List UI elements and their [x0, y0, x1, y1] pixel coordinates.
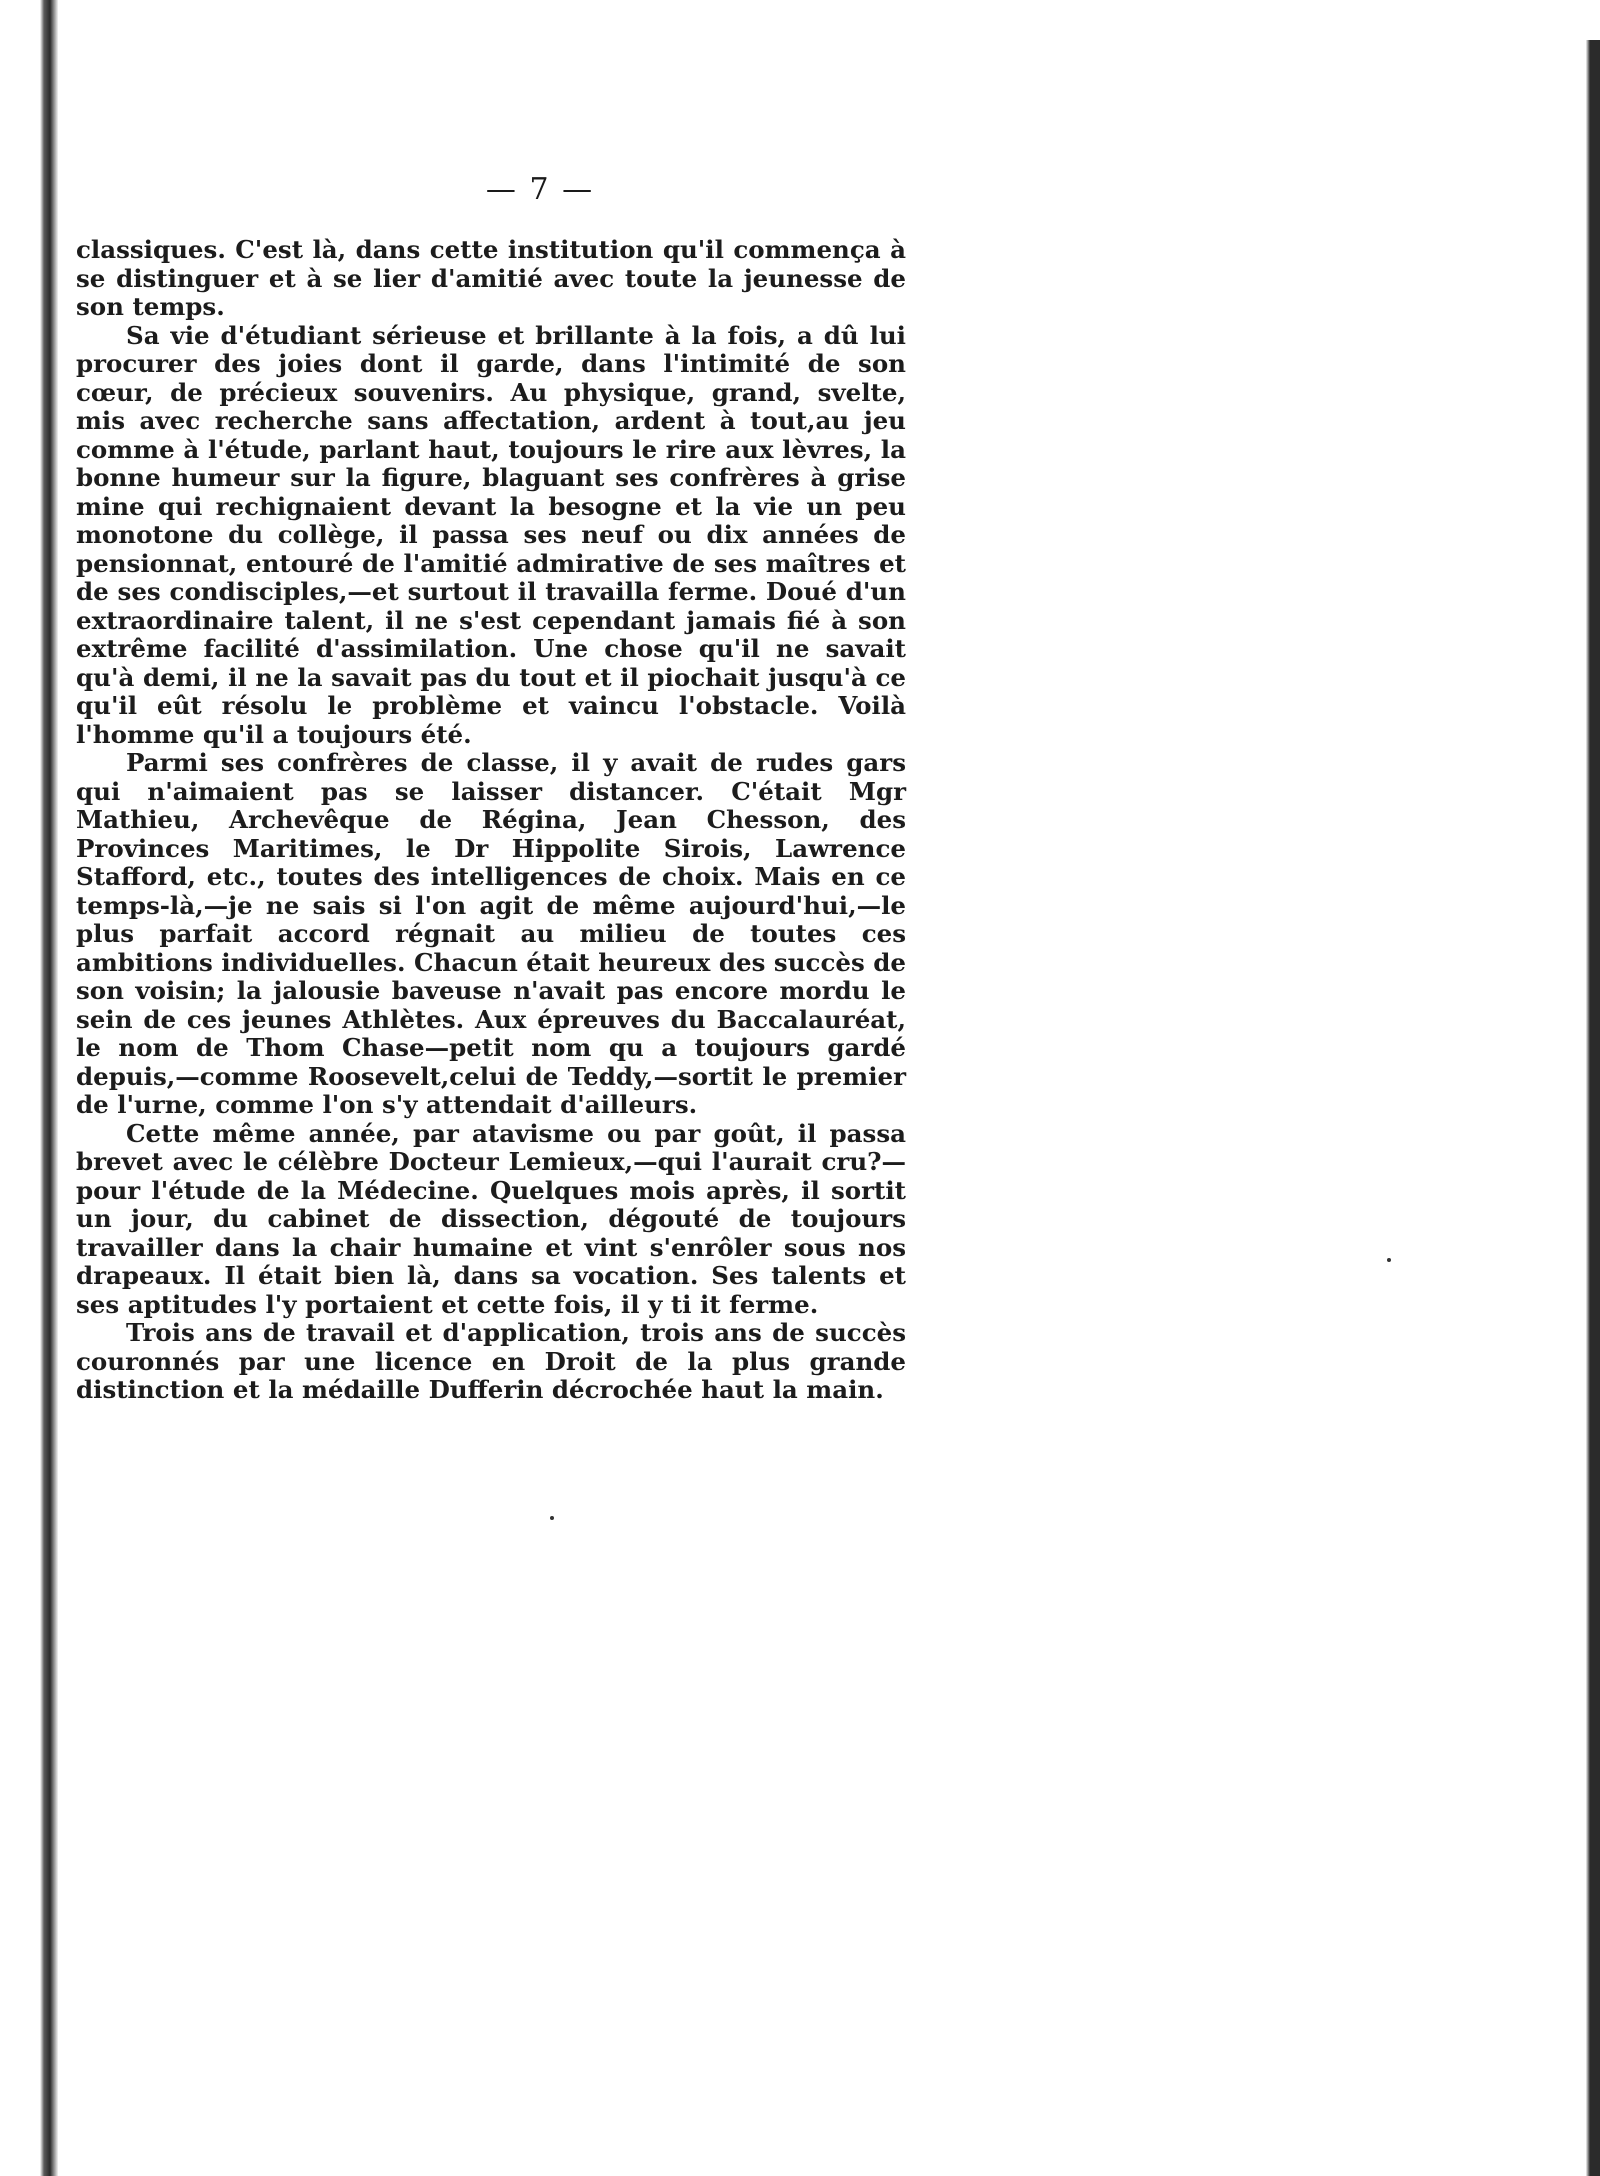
scan-speck [550, 1516, 554, 1520]
paragraph-3: Parmi ses confrères de classe, il y avait de rudes gars qui n'aimaient pas se laisser distancer. C'était Mgr Mathieu, Archevêque de Régina, Jean Chesson, des Provinces Maritimes, le Dr Hippolite Sirois, Lawrence Stafford, etc., toutes des intelligences de choix. Mais en ce temps-là,—je ne sais si l'on agit de même aujourd'hui,—le plus parfait accord régnait au milieu de toutes ces ambitions individuelles. Chacun était heureux des succès de son voisin; la jalousie baveuse n'avait pas encore mordu le sein de ces jeunes Athlètes. Aux épreuves du Baccalauréat, le nom de Thom Chase—petit nom qu a toujours gardé depuis,—comme Roosevelt,celui de Teddy,—sortit le premier de l'urne, comme l'on s'y attendait d'ailleurs. [76, 748, 906, 1119]
scan-right-edge [1586, 40, 1600, 2176]
paragraph-2: Sa vie d'étudiant sérieuse et brillante à la fois, a dû lui procurer des joies dont il garde, dans l'intimité de son cœur, de précieux souvenirs. Au physique, grand, svelte, mis avec recherche sans affectation, ardent à tout,au jeu comme à l'étude, parlant haut, toujours le rire aux lèvres, la bonne humeur sur la figure, blaguant ses confrères à grise mine qui rechignaient devant la besogne et la vie un peu monotone du collège, il passa ses neuf ou dix années de pensionnat, entouré de l'amitié admirative de ses maîtres et de ses condisciples,—et surtout il travailla ferme. Doué d'un extraordinaire talent, il ne s'est cependant jamais fié à son extrême facilité d'assimilation. Une chose qu'il ne savait qu'à demi, il ne la savait pas du tout et il piochait jusqu'à ce qu'il eût résolu le problème et vaincu l'obstacle. Voilà l'homme qu'il a toujours été. [76, 320, 906, 749]
paragraph-1: classiques. C'est là, dans cette institution qu'il commença à se distinguer et à se lier d'amitié avec toute la jeunesse de son temps. [76, 235, 906, 321]
body-text [76, 236, 906, 1405]
page-number: — 7 — [485, 172, 595, 207]
paragraph-5: Trois ans de travail et d'application, trois ans de succès couronnés par une licence en Droit de la plus grande distinction et la médaille Dufferin décrochée haut la main. [76, 1318, 906, 1404]
scan-left-edge [0, 0, 58, 2176]
paragraph-4: Cette même année, par atavisme ou par goût, il passa brevet avec le célèbre Docteur Lemieux,—qui l'aurait cru?—pour l'étude de la Médecine. Quelques mois après, il sortit un jour, du cabinet de dissection, dégouté de toujours travailler dans la chair humaine et vint s'enrôler sous nos drapeaux. Il était bien là, dans sa vocation. Ses talents et ses aptitudes l'y portaient et cette fois, il y ti it ferme. [76, 1118, 906, 1319]
scan-speck [1387, 1258, 1391, 1262]
